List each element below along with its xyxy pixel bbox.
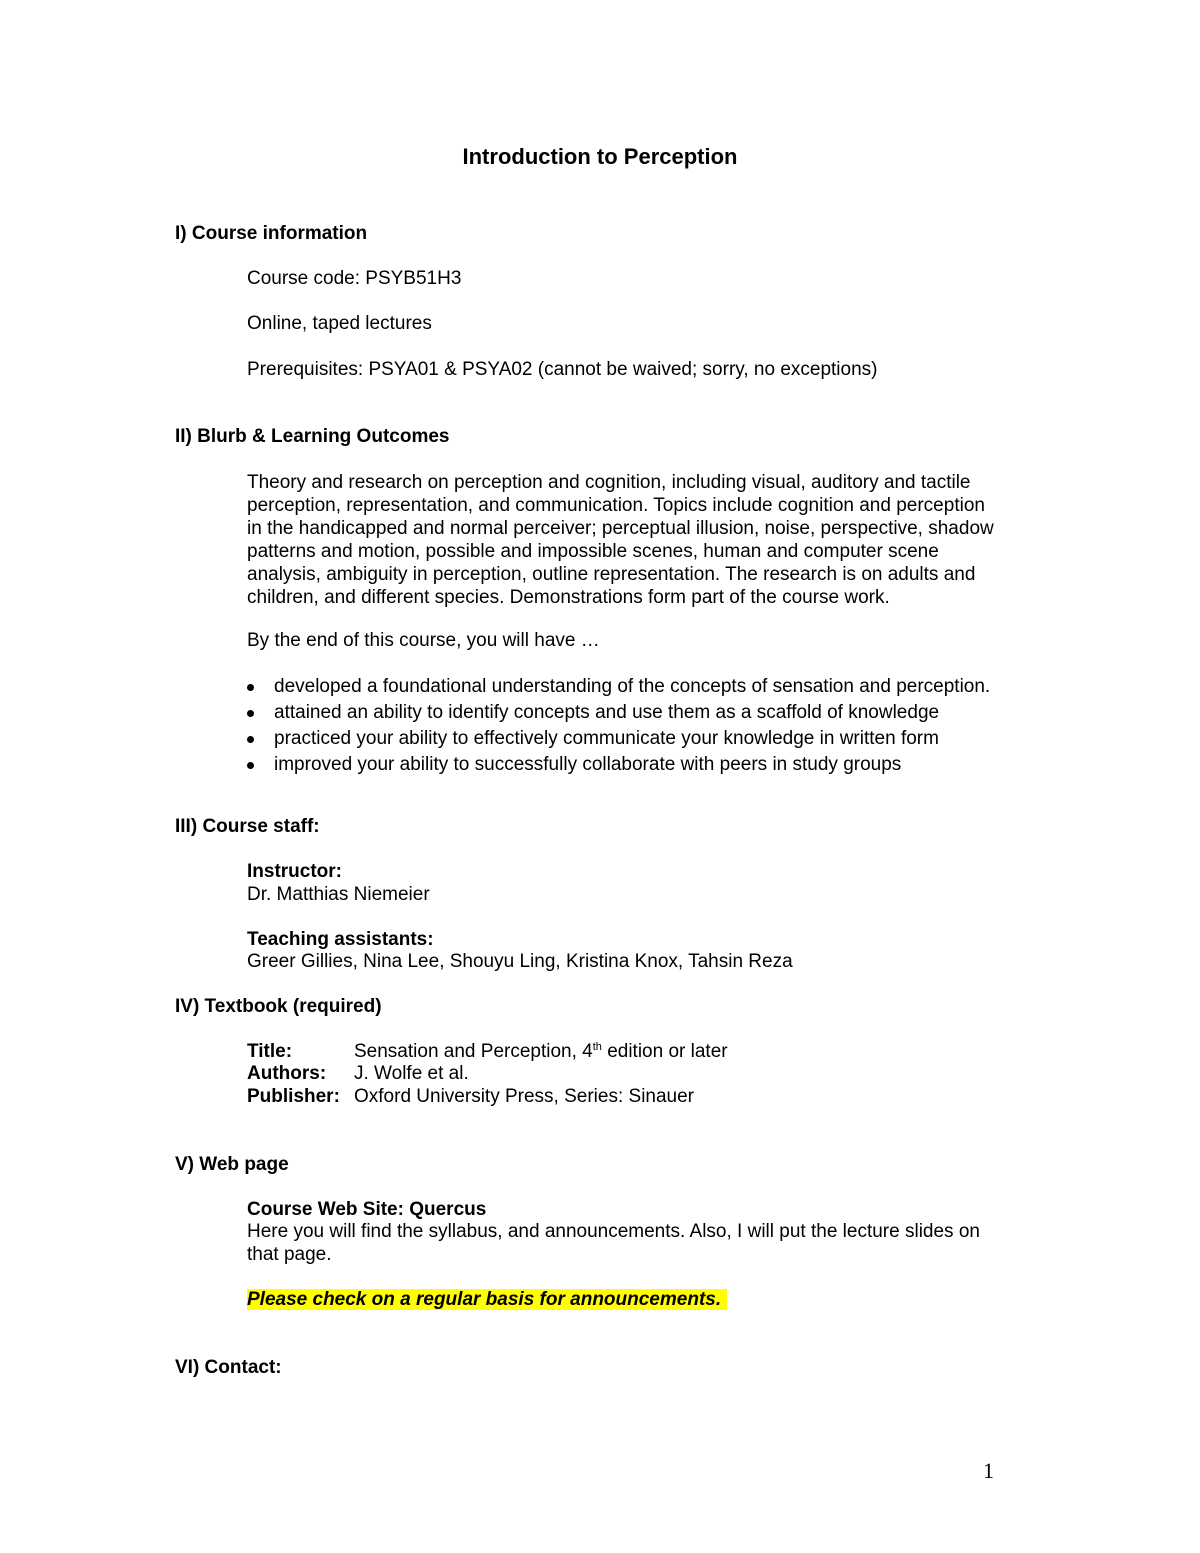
document-title: Introduction to Perception (462, 144, 738, 169)
section-heading-course-staff: III) Course staff: (175, 816, 320, 837)
list-item (247, 727, 990, 753)
page-number: 1 (983, 1458, 994, 1483)
textbook-title-value-rest: edition or later (601, 1041, 728, 1062)
web-page-description (247, 1220, 1027, 1266)
textbook-publisher-value: Oxford University Press, Series: Sinauer (354, 1086, 695, 1107)
textbook-edition-suffix: th (592, 1041, 602, 1053)
course-format: Online, taped lectures (247, 313, 432, 334)
list-item (247, 675, 990, 701)
outcomes-intro: By the end of this course, you will have … (247, 630, 600, 651)
textbook-title-value: Sensation and Perception, 4 (354, 1041, 593, 1062)
blurb-paragraph (247, 471, 1027, 609)
bullet-icon (247, 684, 254, 691)
instructor-label: Instructor: (247, 861, 342, 882)
outcome-text: practiced your ability to effectively communicate your knowledge in written form (274, 728, 939, 749)
textbook-publisher-label: Publisher: (247, 1086, 340, 1107)
blurb-line: perception, representation, and communication. Topics include cognition and perception (247, 495, 985, 516)
textbook-title-row (247, 1040, 728, 1063)
textbook-authors-value: J. Wolfe et al. (354, 1063, 469, 1084)
list-item (247, 753, 990, 779)
textbook-title-label: Title: (247, 1041, 293, 1062)
blurb-line: in the handicapped and normal perceiver; perceptual illusion, noise, perspective, shadow (247, 518, 994, 539)
list-item (247, 701, 990, 727)
blurb-line: children, and different species. Demonstrations form part of the course work. (247, 587, 890, 608)
announcement-notice (247, 1288, 727, 1311)
textbook-authors-label: Authors: (247, 1063, 327, 1084)
section-heading-contact: VI) Contact: (175, 1357, 282, 1378)
bullet-icon (247, 736, 254, 743)
section-heading-textbook: IV) Textbook (required) (175, 996, 382, 1017)
textbook-authors-row (247, 1062, 469, 1085)
course-code: Course code: PSYB51H3 (247, 268, 462, 289)
highlighted-notice-text: Please check on a regular basis for announcements. (247, 1289, 727, 1310)
bullet-icon (247, 710, 254, 717)
section-heading-web-page: V) Web page (175, 1154, 289, 1175)
blurb-line: analysis, ambiguity in perception, outline representation. The research is on adults and (247, 564, 976, 585)
course-web-site-label: Course Web Site: Quercus (247, 1199, 487, 1220)
blurb-line: Theory and research on perception and cognition, including visual, auditory and tactile (247, 472, 971, 493)
outcome-text: attained an ability to identify concepts and use them as a scaffold of knowledge (274, 702, 940, 723)
learning-outcomes-list (247, 675, 990, 779)
section-heading-blurb: II) Blurb & Learning Outcomes (175, 426, 450, 447)
web-description-line: Here you will find the syllabus, and announcements. Also, I will put the lecture slides on (247, 1221, 980, 1242)
bullet-icon (247, 762, 254, 769)
teaching-assistants-label: Teaching assistants: (247, 929, 434, 950)
blurb-line: patterns and motion, possible and impossible scenes, human and computer scene (247, 541, 939, 562)
instructor-name: Dr. Matthias Niemeier (247, 884, 430, 905)
outcome-text: developed a foundational understanding of the concepts of sensation and perception. (274, 676, 991, 697)
outcome-text: improved your ability to successfully collaborate with peers in study groups (274, 754, 902, 775)
textbook-publisher-row (247, 1085, 694, 1108)
web-description-line: that page. (247, 1244, 332, 1265)
section-heading-course-information: I) Course information (175, 223, 368, 244)
teaching-assistants-names: Greer Gillies, Nina Lee, Shouyu Ling, Kristina Knox, Tahsin Reza (247, 951, 793, 972)
course-prerequisites: Prerequisites: PSYA01 & PSYA02 (cannot be waived; sorry, no exceptions) (247, 359, 878, 380)
